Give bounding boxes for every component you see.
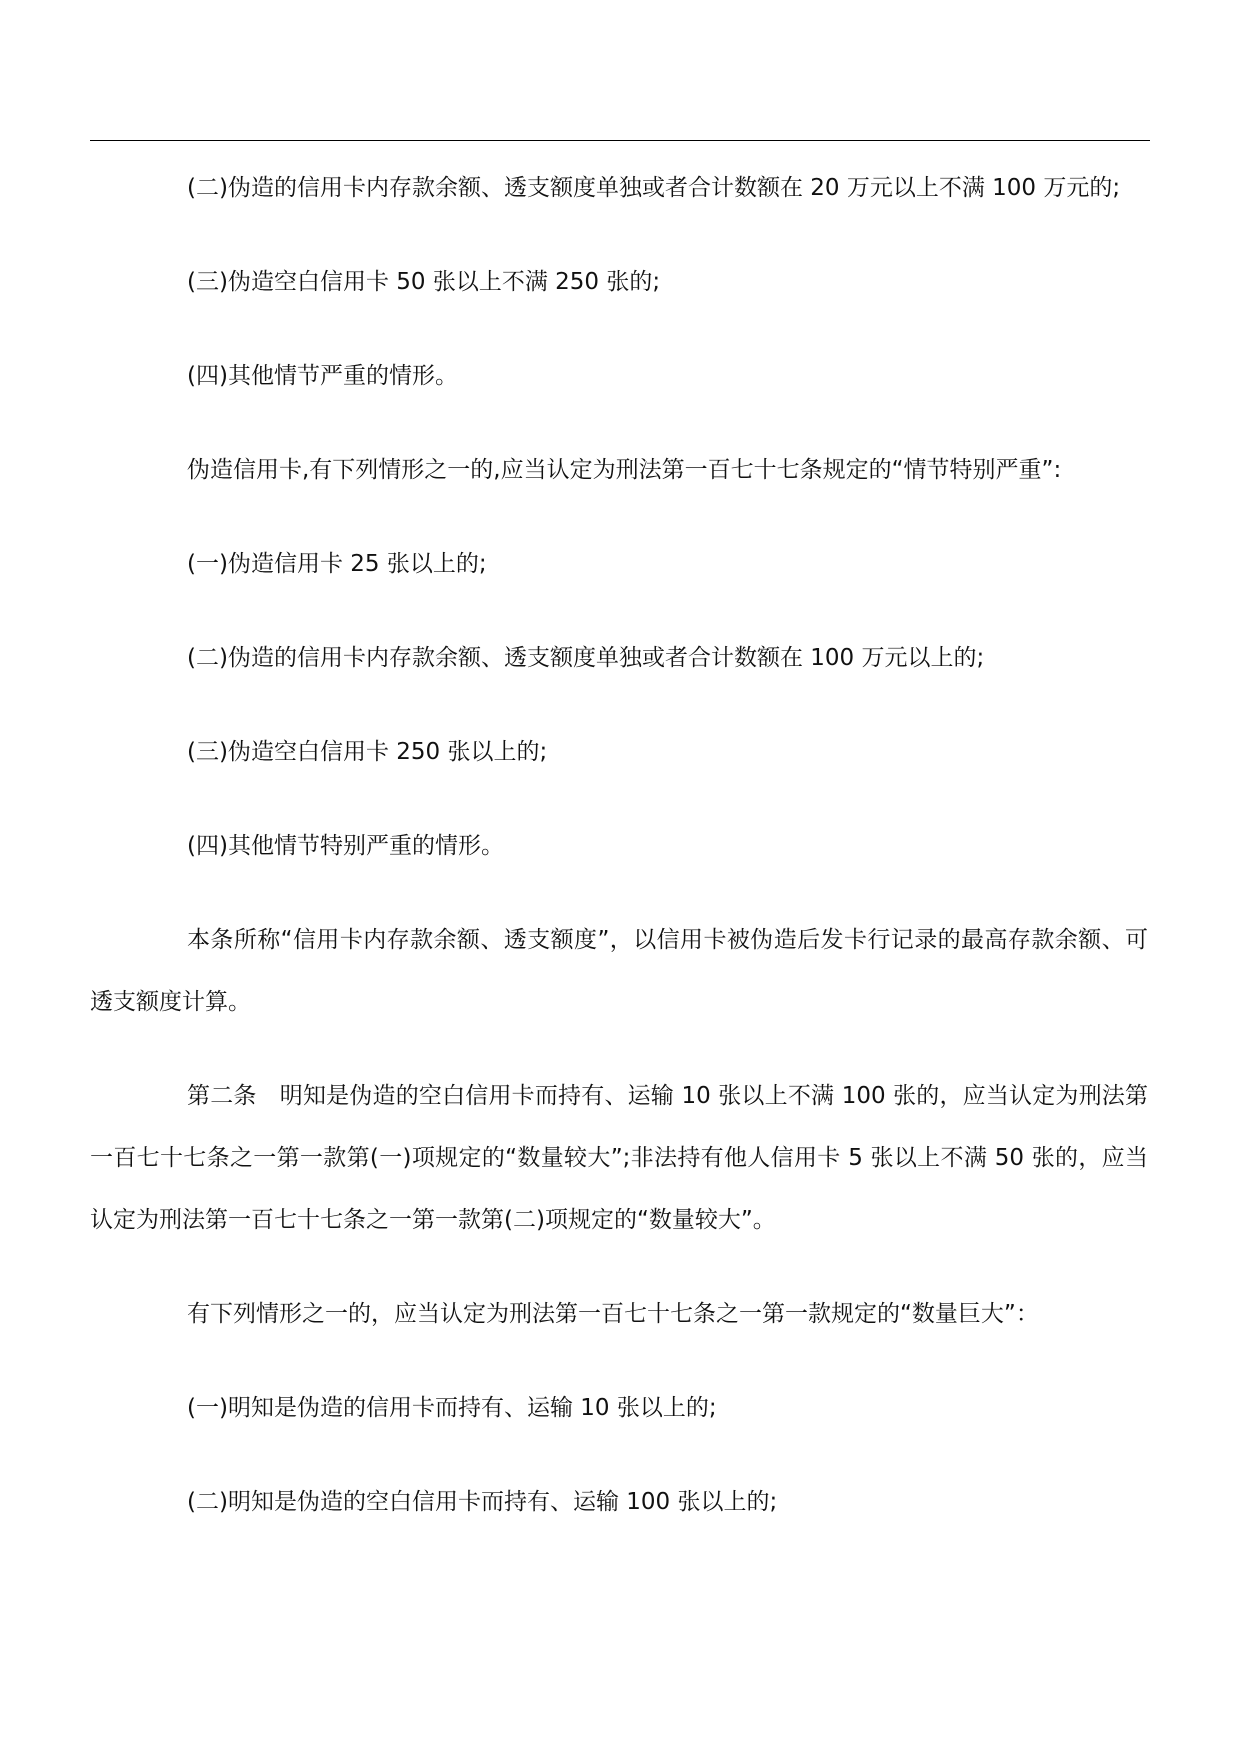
paragraph: (三)伪造空白信用卡 50 张以上不满 250 张的;: [187, 269, 661, 295]
paragraph: 第二条 明知是伪造的空白信用卡而持有、运输 10 张以上不满 100 张的，应当认定为刑法第一百七十七条之一第一款第(一)项规定的“数量较大”;非法持有他人信用卡 5 张以上不满 50 张的，应当认定为刑法第一百七十七条之一第一款第(二)项规定的“数量较大”。: [90, 1083, 1148, 1233]
paragraph: (一)伪造信用卡 25 张以上的;: [187, 551, 487, 577]
paragraph: 伪造信用卡,有下列情形之一的,应当认定为刑法第一百七十七条规定的“情节特别严重”:: [187, 457, 1062, 483]
paragraph: (三)伪造空白信用卡 250 张以上的;: [187, 739, 548, 765]
header-rule: [90, 140, 1150, 141]
paragraph: (二)伪造的信用卡内存款余额、透支额度单独或者合计数额在 100 万元以上的;: [187, 645, 985, 671]
document-body: [90, 157, 1148, 1533]
paragraph: 有下列情形之一的，应当认定为刑法第一百七十七条之一第一款规定的“数量巨大”：: [187, 1301, 1039, 1327]
paragraph: (二)伪造的信用卡内存款余额、透支额度单独或者合计数额在 20 万元以上不满 100 万元的;: [187, 175, 1121, 201]
paragraph: (二)明知是伪造的空白信用卡而持有、运输 100 张以上的;: [187, 1489, 778, 1515]
paragraph: (一)明知是伪造的信用卡而持有、运输 10 张以上的;: [187, 1395, 717, 1421]
paragraph: (四)其他情节严重的情形。: [187, 363, 458, 389]
paragraph: 本条所称“信用卡内存款余额、透支额度”，以信用卡被伪造后发卡行记录的最高存款余额、可透支额度计算。: [90, 927, 1148, 1015]
paragraph: (四)其他情节特别严重的情形。: [187, 833, 504, 859]
